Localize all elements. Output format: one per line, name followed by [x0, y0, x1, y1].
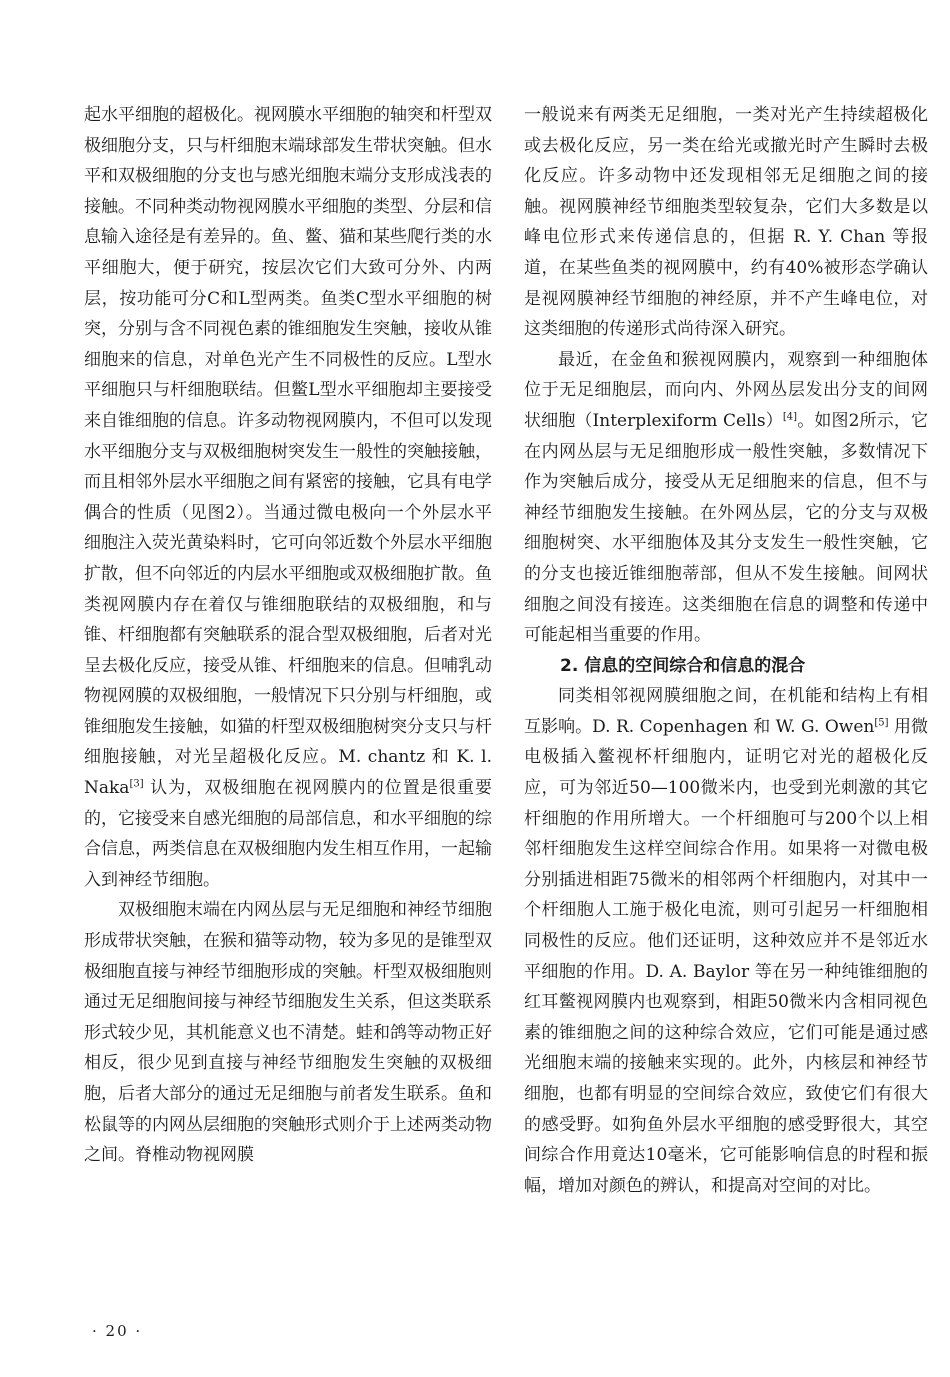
paragraph-text: 最近，在金鱼和猴视网膜内，观察到一种细胞体位于无足细胞层，而向内、外网丛层发出分支的间网状细胞（Interplexiform Cells）	[524, 349, 928, 431]
paragraph-interplexiform-cells	[524, 345, 928, 651]
paragraph-bipolar-terminals: 双极细胞末端在内网丛层与无足细胞和神经节细胞形成带状突触，在猴和猫等动物，较为多见的是锥型双极细胞直接与神经节细胞形成的突触。杆型双极细胞则通过无足细胞间接与神经节细胞发生关系，但这类联系形式较少见，其机能意义也不清楚。蛙和鸽等动物正好相反，很少见到直接与神经节细胞发生突触的双极细胞，后者大部分的通过无足细胞与前者发生联系。鱼和松鼠等的内网丛层细胞的突触形式则介于上述两类动物之间。脊椎动物视网膜	[84, 900, 492, 1166]
citation-ref: [4]	[782, 411, 798, 423]
citation-ref: [5]	[874, 717, 889, 729]
paragraph-horizontal-bipolar-cells	[84, 100, 492, 895]
section-heading: 2. 信息的空间综合和信息的混合	[560, 655, 806, 676]
paragraph-text: 用微电极插入鳖视杯杆细胞内，证明它对光的超极化反应，可为邻近50—100微米内，也受到光刺激的其它杆细胞的作用所增大。一个杆细胞可与200个以上相邻杆细胞发生这样空间综合作用。如果将一对微电极分别插进相距75微米的相邻两个杆细胞内，对其中一个杆细胞人工施于极化电流，则可引起另一杆细胞相同极性的反应。他们还证明，这种效应并不是邻近水平细胞的作用。D. A. Baylor 等在另一种纯锥细胞的红耳鳖视网膜内也观察到，相距50微米内含相同视色素的锥细胞之间的这种综合效应，它们可能是通过感光细胞末端的接触来实现的。此外，内核层和神经节细胞，也都有明显的空间综合效应，致使它们有很大的感受野。如狗鱼外层水平细胞的感受野很大，其空间综合作用竟达10毫米，它可能影响信息的时程和振幅，增加对颜色的辨认，和提高对空间的对比。	[524, 716, 928, 1196]
citation-ref: [3]	[129, 778, 144, 790]
paragraph-text: 认为，双极细胞在视网膜内的位置是很重要的，它接受来自感光细胞的局部信息，和水平细胞的综合信息，两类信息在双极细胞内发生相互作用，一起输入到神经节细胞。	[84, 778, 492, 890]
paragraph-text: 起水平细胞的超极化。视网膜水平细胞的轴突和杆型双极细胞分支，只与杆细胞末端球部发生带状突触。但水平和双极细胞的分支也与感光细胞末端分支形成浅表的接触。不同种类动物视网膜水平细胞的类型、分层和信息输入途径是有差异的。鱼、鳖、猫和某些爬行类的水平细胞大，便于研究，按层次它们大致可分外、内两层，按功能可分C和L型两类。鱼类C型水平细胞的树突，分别与含不同视色素的锥细胞发生突触，接收从锥细胞来的信息，对单色光产生不同极性的反应。L型水平细胞只与杆细胞联结。但鳖L型水平细胞却主要接受来自锥细胞的信息。许多动物视网膜内，不但可以发现水平细胞分支与双极细胞树突发生一般性的突触接触，而且相邻外层水平细胞之间有紧密的接触，它具有电学偶合的性质（见图2）。当通过微电极向一个外层水平细胞注入荧光黄染料时，它可向邻近数个外层水平细胞扩散，但不向邻近的内层水平细胞或双极细胞扩散。鱼类视网膜内存在着仅与锥细胞联结的双极细胞，和与锥、杆细胞都有突触联系的混合型双极细胞，后者对光呈去极化反应，接受从锥、杆细胞来的信息。但哺乳动物视网膜的双极细胞，一般情况下只分别与杆细胞，或锥细胞发生接触，如猫的杆型双极细胞树突分支只与杆细胞接触，对光呈超极化反应。M. chantz 和 K. l. Naka	[84, 105, 492, 799]
paragraph-text: 同类相邻视网膜细胞之间，在机能和结构上有相互影响。D. R. Copenhagen 和 W. G. Owen	[524, 686, 928, 737]
right-column	[524, 100, 928, 1201]
paragraph-text: 。如图2所示，它在内网丛层与无足细胞形成一般性突触，多数情况下作为突触后成分，接受从无足细胞来的信息，但不与神经节细胞发生接触。在外网丛层，它的分支与双极细胞树突、水平细胞体及其分支发生一般性突触，它的分支也接近锥细胞蒂部，但从不发生接触。间网状细胞之间没有接连。这类细胞在信息的调整和传递中可能起相当重要的作用。	[524, 410, 928, 646]
paragraph-spatial-summation	[524, 681, 928, 1201]
left-column	[84, 100, 492, 1171]
page-number: · 20 ·	[92, 1322, 143, 1340]
paragraph-amacrine-ganglion: 一般说来有两类无足细胞，一类对光产生持续超极化或去极化反应，另一类在给光或撤光时产生瞬时去极化反应。许多动物中还发现相邻无足细胞之间的接触。视网膜神经节细胞类型较复杂，它们大多数是以峰电位形式来传递信息的，但据 R. Y. Chan 等报道，在某些鱼类的视网膜中，约有40%被形态学确认是视网膜神经节细胞的神经原，并不产生峰电位，对这类细胞的传递形式尚待深入研究。	[524, 105, 928, 340]
